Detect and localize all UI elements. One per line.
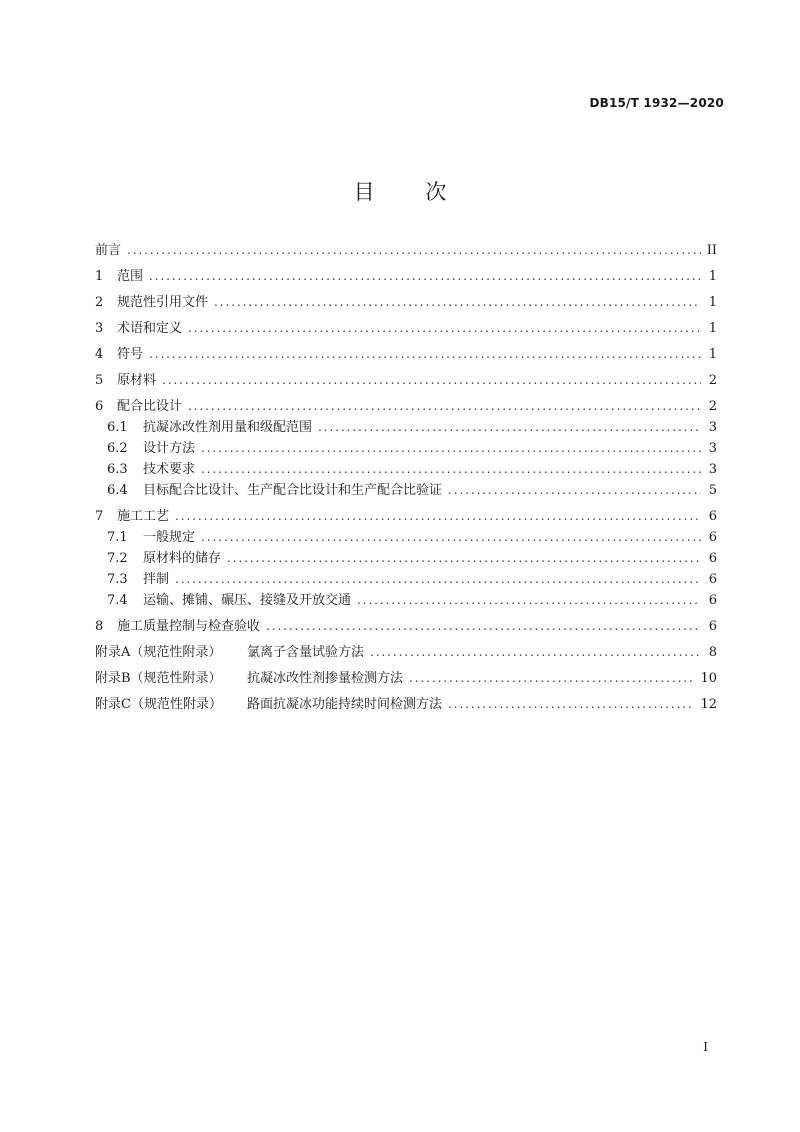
appendix-label: 附录B（规范性附录）	[95, 671, 222, 686]
toc-entry-page: 1	[708, 347, 717, 362]
toc-entry-page: 3	[708, 441, 717, 456]
toc-entry-section-2[interactable]	[95, 291, 717, 313]
toc-entry-page: 6	[708, 530, 717, 545]
dot-leader	[149, 265, 701, 287]
toc-title: 目 次	[353, 180, 469, 204]
toc-entry-section-7-4[interactable]	[95, 590, 717, 611]
toc-entry-number: 6.2	[107, 441, 128, 456]
toc-entry-title: 路面抗凝冰功能持续时间检测方法	[247, 697, 443, 712]
toc-entry-page: 10	[700, 671, 717, 686]
dot-leader	[162, 369, 701, 391]
toc-entry-number: 2	[95, 295, 104, 310]
toc-entry-page: 5	[708, 483, 717, 498]
toc-entry-page: 1	[708, 295, 717, 310]
toc-entry-title: 抗凝冰改性剂用量和级配范围	[143, 420, 313, 435]
toc-entry-appendix-a[interactable]	[95, 641, 717, 663]
toc-entry-appendix-b[interactable]	[95, 667, 717, 689]
toc-entry-page: 6	[708, 509, 717, 524]
toc-entry-number: 6.4	[107, 483, 128, 498]
dot-leader	[201, 459, 701, 480]
toc-entry-page: 1	[708, 321, 717, 336]
toc-entry-page: 3	[708, 462, 717, 477]
dot-leader	[448, 480, 701, 501]
toc-entry-title: 符号	[117, 347, 144, 362]
dot-leader	[227, 548, 701, 569]
toc-entry-page: 8	[708, 645, 717, 660]
toc-entry-number: 8	[95, 619, 104, 634]
toc-entry-title: 一般规定	[143, 530, 196, 545]
toc-entry-foreword[interactable]	[95, 239, 717, 261]
toc-entry-section-6-3[interactable]	[95, 459, 717, 480]
toc-entry-title: 目标配合比设计、生产配合比设计和生产配合比验证	[143, 483, 443, 498]
dot-leader	[357, 590, 701, 611]
toc-entry-section-7-2[interactable]	[95, 548, 717, 569]
toc-entry-appendix-c[interactable]	[95, 693, 717, 715]
toc-entry-number: 6.1	[107, 420, 128, 435]
toc-entry-section-3[interactable]	[95, 317, 717, 339]
dot-leader	[370, 641, 701, 663]
toc-entry-section-6-2[interactable]	[95, 438, 717, 459]
toc-entry-number: 4	[95, 347, 104, 362]
toc-entry-page: 6	[708, 572, 717, 587]
toc-entry-title: 设计方法	[143, 441, 196, 456]
toc-entry-page: 6	[708, 593, 717, 608]
table-of-contents	[95, 239, 717, 715]
toc-entry-number: 6	[95, 399, 104, 414]
dot-leader	[188, 395, 701, 417]
toc-entry-number: 7.1	[107, 530, 128, 545]
toc-entry-title: 施工质量控制与检查验收	[117, 619, 261, 634]
toc-entry-number: 1	[95, 269, 104, 284]
toc-entry-page: 6	[708, 551, 717, 566]
toc-entry-title: 运输、摊铺、碾压、接缝及开放交通	[143, 593, 352, 608]
toc-entry-title: 规范性引用文件	[117, 295, 209, 310]
toc-entry-title: 术语和定义	[117, 321, 183, 336]
toc-entry-number: 7	[95, 509, 104, 524]
toc-entry-section-4[interactable]	[95, 343, 717, 365]
toc-entry-title: 施工工艺	[117, 509, 170, 524]
dot-leader	[448, 693, 694, 715]
toc-entry-number: 7.4	[107, 593, 128, 608]
toc-entry-section-6-4[interactable]	[95, 480, 717, 501]
toc-entry-section-7-1[interactable]	[95, 527, 717, 548]
appendix-label: 附录A（规范性附录）	[95, 645, 222, 660]
toc-entry-number: 7.2	[107, 551, 128, 566]
toc-entry-title: 原材料的储存	[143, 551, 222, 566]
toc-entry-page: II	[706, 243, 717, 258]
toc-entry-title: 抗凝冰改性剂掺量检测方法	[247, 671, 404, 686]
toc-entry-page: 2	[708, 373, 717, 388]
dot-leader	[127, 239, 701, 261]
toc-entry-section-5[interactable]	[95, 369, 717, 391]
toc-entry-section-7-3[interactable]	[95, 569, 717, 590]
toc-entry-section-1[interactable]	[95, 265, 717, 287]
dot-leader	[201, 527, 701, 548]
toc-entry-title: 氯离子含量试验方法	[247, 645, 365, 660]
toc-entry-page: 3	[708, 420, 717, 435]
toc-entry-page: 6	[708, 619, 717, 634]
dot-leader	[188, 317, 701, 339]
toc-entry-page: 2	[708, 399, 717, 414]
toc-entry-section-8[interactable]	[95, 615, 717, 637]
toc-entry-title: 技术要求	[143, 462, 196, 477]
document-code: DB15/T 1932—2020	[589, 96, 724, 110]
toc-entry-number: 3	[95, 321, 104, 336]
toc-entry-title: 原材料	[117, 373, 157, 388]
toc-entry-title: 拌制	[143, 572, 170, 587]
toc-entry-number: 6.3	[107, 462, 128, 477]
dot-leader	[409, 667, 694, 689]
dot-leader	[149, 343, 701, 365]
toc-entry-title: 配合比设计	[117, 399, 183, 414]
toc-entry-number: 7.3	[107, 572, 128, 587]
toc-entry-section-6[interactable]	[95, 395, 717, 417]
toc-entry-title: 前言	[95, 243, 122, 258]
toc-entry-page: 12	[700, 697, 717, 712]
page-number: I	[703, 1040, 708, 1054]
dot-leader	[175, 569, 701, 590]
dot-leader	[201, 438, 701, 459]
toc-entry-page: 1	[708, 269, 717, 284]
toc-entry-number: 5	[95, 373, 104, 388]
toc-entry-section-7[interactable]	[95, 505, 717, 527]
dot-leader	[175, 505, 701, 527]
dot-leader	[266, 615, 701, 637]
toc-entry-section-6-1[interactable]	[95, 417, 717, 438]
dot-leader	[318, 417, 701, 438]
toc-entry-title: 范围	[117, 269, 144, 284]
dot-leader	[214, 291, 701, 313]
appendix-label: 附录C（规范性附录）	[95, 697, 222, 712]
